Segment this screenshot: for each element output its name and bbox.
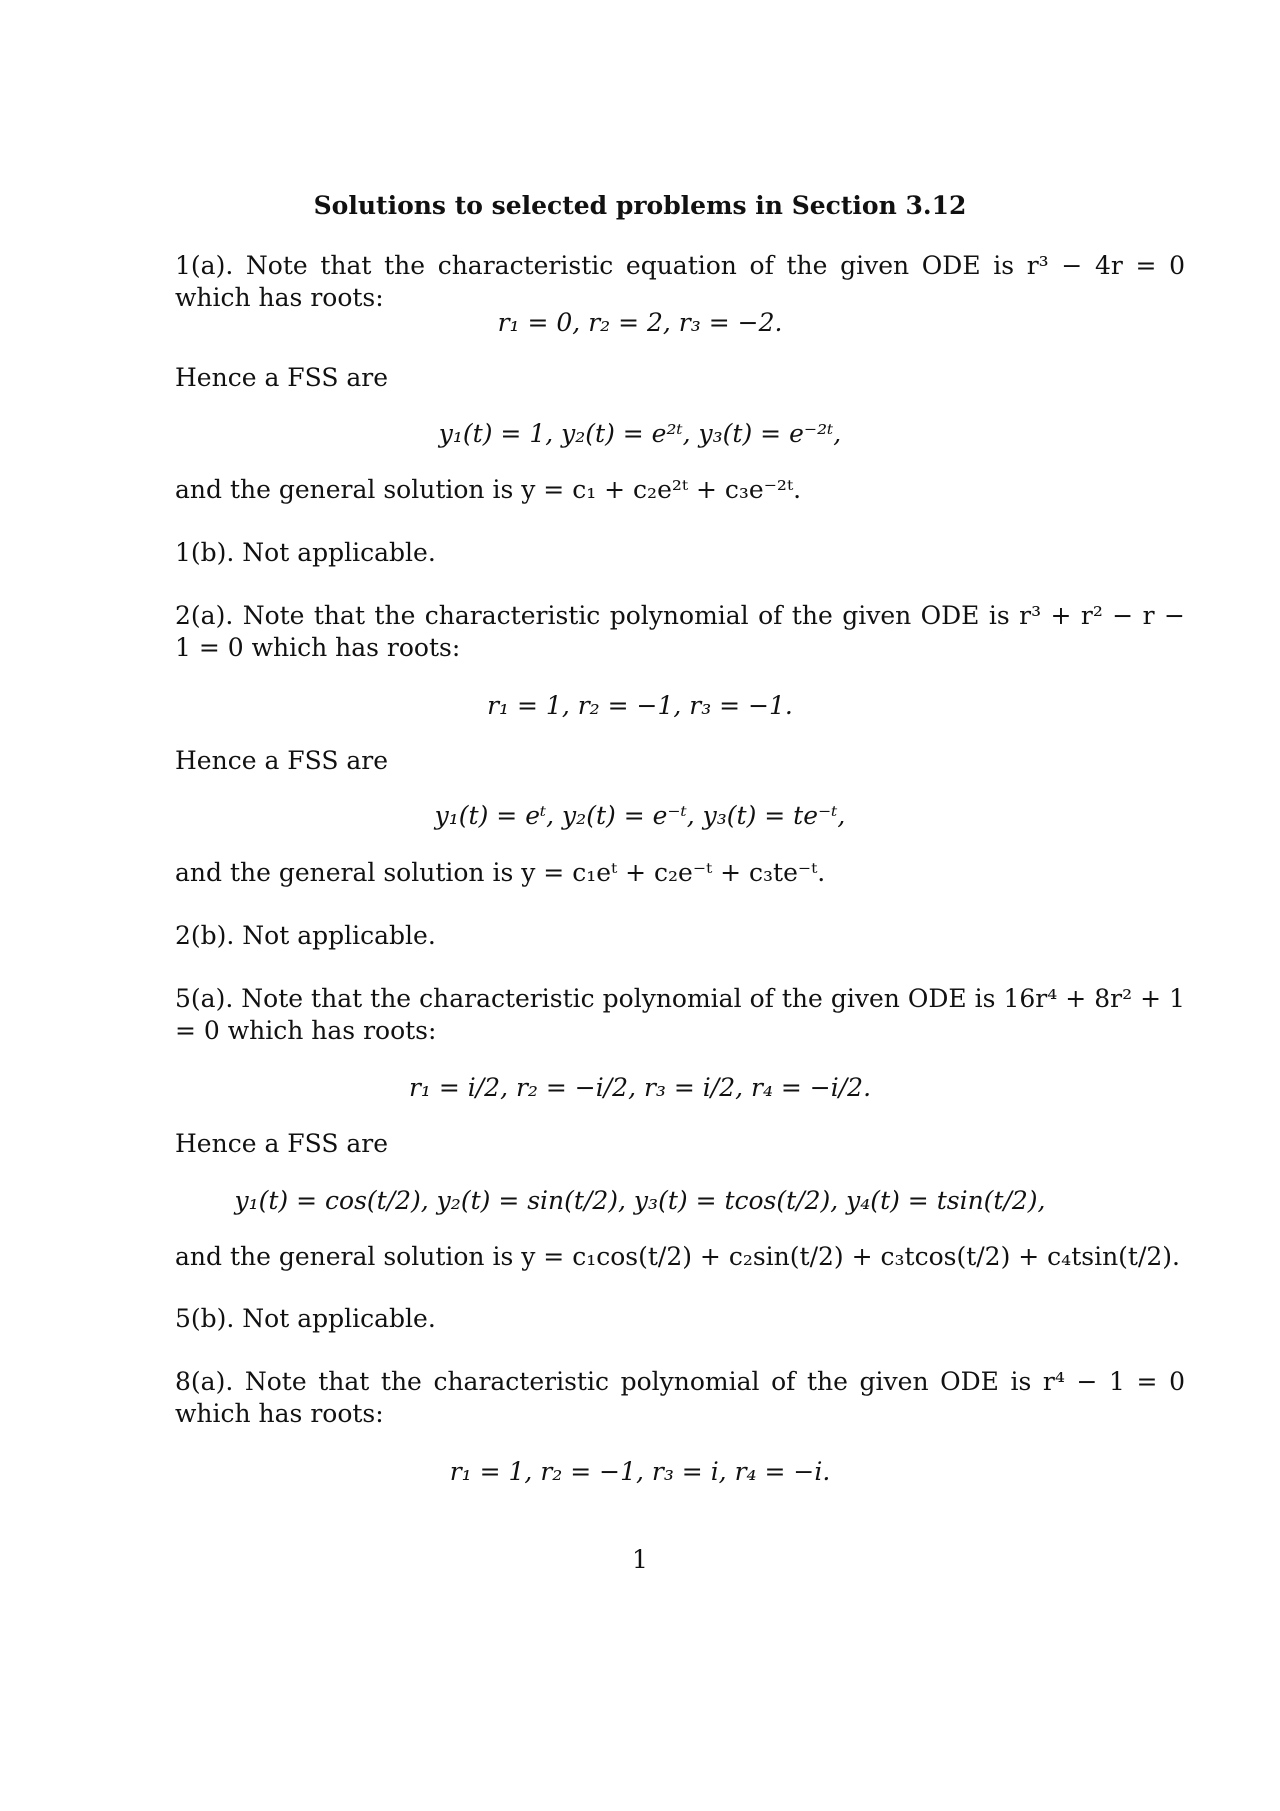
page-number: 1 — [632, 1545, 648, 1574]
problem-1a-fss: y₁(t) = 1, y₂(t) = e²ᵗ, y₃(t) = e⁻²ᵗ, — [438, 419, 842, 448]
problem-2a-text: 2(a). Note that the characteristic polynomial of the given ODE is r³ + r² − r − 1 = 0 which has roots: — [175, 601, 1185, 662]
problem-2a-fss: y₁(t) = eᵗ, y₂(t) = e⁻ᵗ, y₃(t) = te⁻ᵗ, — [434, 801, 846, 830]
problem-2a-general: and the general solution is y = c₁eᵗ + c₂e⁻ᵗ + c₃te⁻ᵗ. — [175, 858, 826, 887]
problem-5a-roots: r₁ = i/2, r₂ = −i/2, r₃ = i/2, r₄ = −i/2. — [408, 1073, 872, 1102]
problem-1b: 1(b). Not applicable. — [175, 538, 436, 567]
problem-5a-fss: y₁(t) = cos(t/2), y₂(t) = sin(t/2), y₃(t) = tcos(t/2), y₄(t) = tsin(t/2), — [234, 1186, 1046, 1215]
problem-2a-roots: r₁ = 1, r₂ = −1, r₃ = −1. — [487, 691, 793, 720]
problem-5a-general: and the general solution is y = c₁cos(t/2) + c₂sin(t/2) + c₃tcos(t/2) + c₄tsin(t/2). — [175, 1242, 1180, 1271]
problem-8a-roots: r₁ = 1, r₂ = −1, r₃ = i, r₄ = −i. — [449, 1457, 831, 1486]
page-title: Solutions to selected problems in Section 3.12 — [313, 191, 967, 220]
problem-2a-hence: Hence a FSS are — [175, 746, 389, 775]
problem-1a-roots: r₁ = 0, r₂ = 2, r₃ = −2. — [497, 308, 783, 337]
problem-1a-text: 1(a). Note that the characteristic equation of the given ODE is r³ − 4r = 0 which has roots: — [175, 251, 1185, 312]
problem-5a-hence: Hence a FSS are — [175, 1129, 389, 1158]
problem-5b: 5(b). Not applicable. — [175, 1304, 436, 1333]
problem-1a-hence: Hence a FSS are — [175, 363, 389, 392]
problem-1a-general: and the general solution is y = c₁ + c₂e²ᵗ + c₃e⁻²ᵗ. — [175, 475, 802, 504]
problem-2b: 2(b). Not applicable. — [175, 921, 436, 950]
problem-5a-text: 5(a). Note that the characteristic polynomial of the given ODE is 16r⁴ + 8r² + 1 = 0 which has roots: — [175, 984, 1185, 1045]
problem-8a-text: 8(a). Note that the characteristic polynomial of the given ODE is r⁴ − 1 = 0 which has roots: — [175, 1367, 1185, 1428]
